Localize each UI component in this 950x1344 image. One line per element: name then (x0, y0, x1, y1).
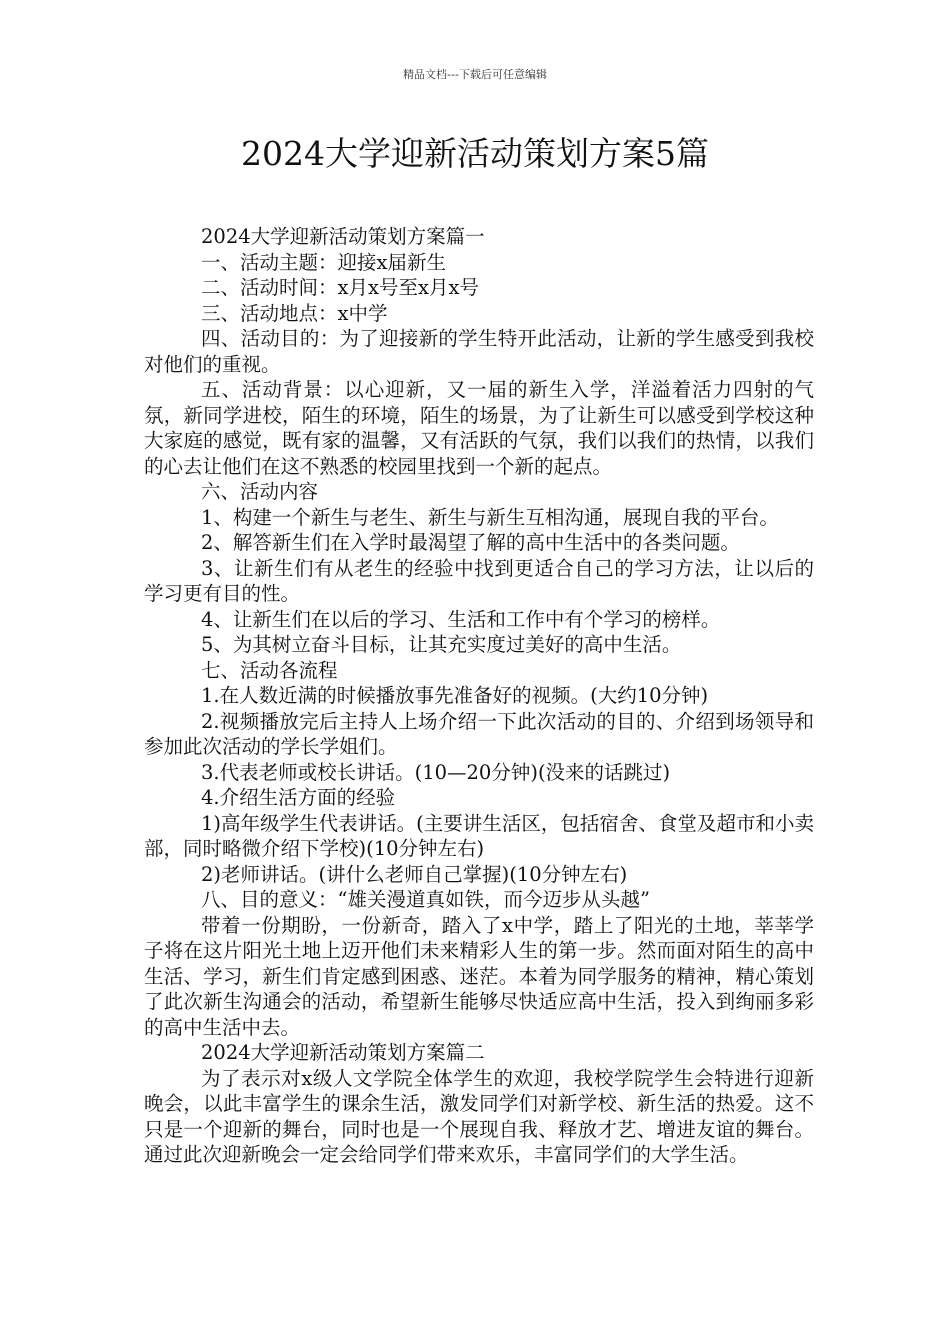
paragraph-content-item-5: 5、为其树立奋斗目标，让其充实度过美好的高中生活。 (201, 633, 682, 656)
paragraph-significance-body: 带着一份期盼，一份新奇，踏入了x中学，踏上了阳光的土地，莘莘学子将在这片阳光土地上迈开他们未来精彩人生的第一步。然而面对陌生的高中生活、学习，新生们肯定感到困惑、迷茫。本着为同学服务的精神，精心策划了此次新生沟通会的活动，希望新生能够尽快适应高中生活，投入到绚丽多彩的高中生活中去。 (144, 913, 814, 1039)
paragraph-activity-time: 二、活动时间：x月x号至x月x号 (201, 276, 479, 299)
paragraph-content-item-4: 4、让新生们在以后的学习、生活和工作中有个学习的榜样。 (201, 607, 721, 631)
paragraph-activity-purpose: 四、活动目的：为了迎接新的学生特开此活动，让新的学生感受到我校对他们的重视。 (144, 327, 814, 376)
paragraph-activity-background: 五、活动背景：以心迎新，又一届的新生入学，洋溢着活力四射的气氛，新同学进校，陌生的环境，陌生的场景，为了让新生可以感受到学校这种大家庭的感觉，既有家的温馨，又有活跃的气氛，我们以我们的热情，以我们的心去让他们在这不熟悉的校园里找到一个新的起点。 (144, 378, 814, 478)
paragraph-content-item-2: 2、解答新生们在入学时最渴望了解的高中生活中的各类问题。 (201, 531, 740, 554)
paragraph-activity-location: 三、活动地点：x中学 (201, 301, 388, 325)
paragraph-content-item-1: 1、构建一个新生与老生、新生与新生互相沟通，展现自我的平台。 (201, 505, 779, 529)
page-header: 精品文档---下载后可任意编辑 (403, 68, 547, 81)
section-heading-part-two: 2024大学迎新活动策划方案篇二 (201, 1041, 485, 1064)
paragraph-process-substep-1: 1)高年级学生代表讲话。(主要讲生活区，包括宿舍、食堂及超市和小卖部，同时略微介绍下学校)(10分钟左右) (144, 811, 814, 860)
paragraph-process-step-1: 1.在人数近满的时候播放事先准备好的视频。(大约10分钟) (201, 684, 709, 707)
section-heading-part-one: 2024大学迎新活动策划方案篇一 (201, 225, 485, 248)
paragraph-process-substep-2: 2)老师讲话。(讲什么老师自己掌握)(10分钟左右) (201, 862, 628, 886)
paragraph-activity-theme: 一、活动主题：迎接x届新生 (201, 250, 446, 274)
paragraph-process-step-4: 4.介绍生活方面的经验 (201, 786, 396, 809)
paragraph-part-two-intro: 为了表示对x级人文学院全体学生的欢迎，我校学院学生会特进行迎新晚会，以此丰富学生的课余生活，激发同学们对新学校、新生活的热爱。这不只是一个迎新的舞台，同时也是一个展现自我、释放才艺、增进友谊的舞台。通过此次迎新晚会一定会给同学们带来欢乐，丰富同学们的大学生活。 (144, 1066, 814, 1166)
paragraph-process-step-3: 3.代表老师或校长讲话。(10—20分钟)(没来的话跳过) (201, 760, 671, 784)
paragraph-significance-heading: 八、目的意义：“雄关漫道真如铁，而今迈步从头越” (201, 888, 650, 911)
document-body (144, 224, 814, 1168)
paragraph-content-item-3: 3、让新生们有从老生的经验中找到更适合自己的学习方法，让以后的学习更有目的性。 (144, 556, 814, 605)
paragraph-process-step-2: 2.视频播放完后主持人上场介绍一下此次活动的目的、介绍到场领导和参加此次活动的学长学姐们。 (144, 709, 814, 758)
paragraph-activity-content-heading: 六、活动内容 (201, 480, 319, 503)
document-title: 2024大学迎新活动策划方案5篇 (241, 134, 709, 173)
paragraph-process-heading: 七、活动各流程 (201, 658, 338, 682)
